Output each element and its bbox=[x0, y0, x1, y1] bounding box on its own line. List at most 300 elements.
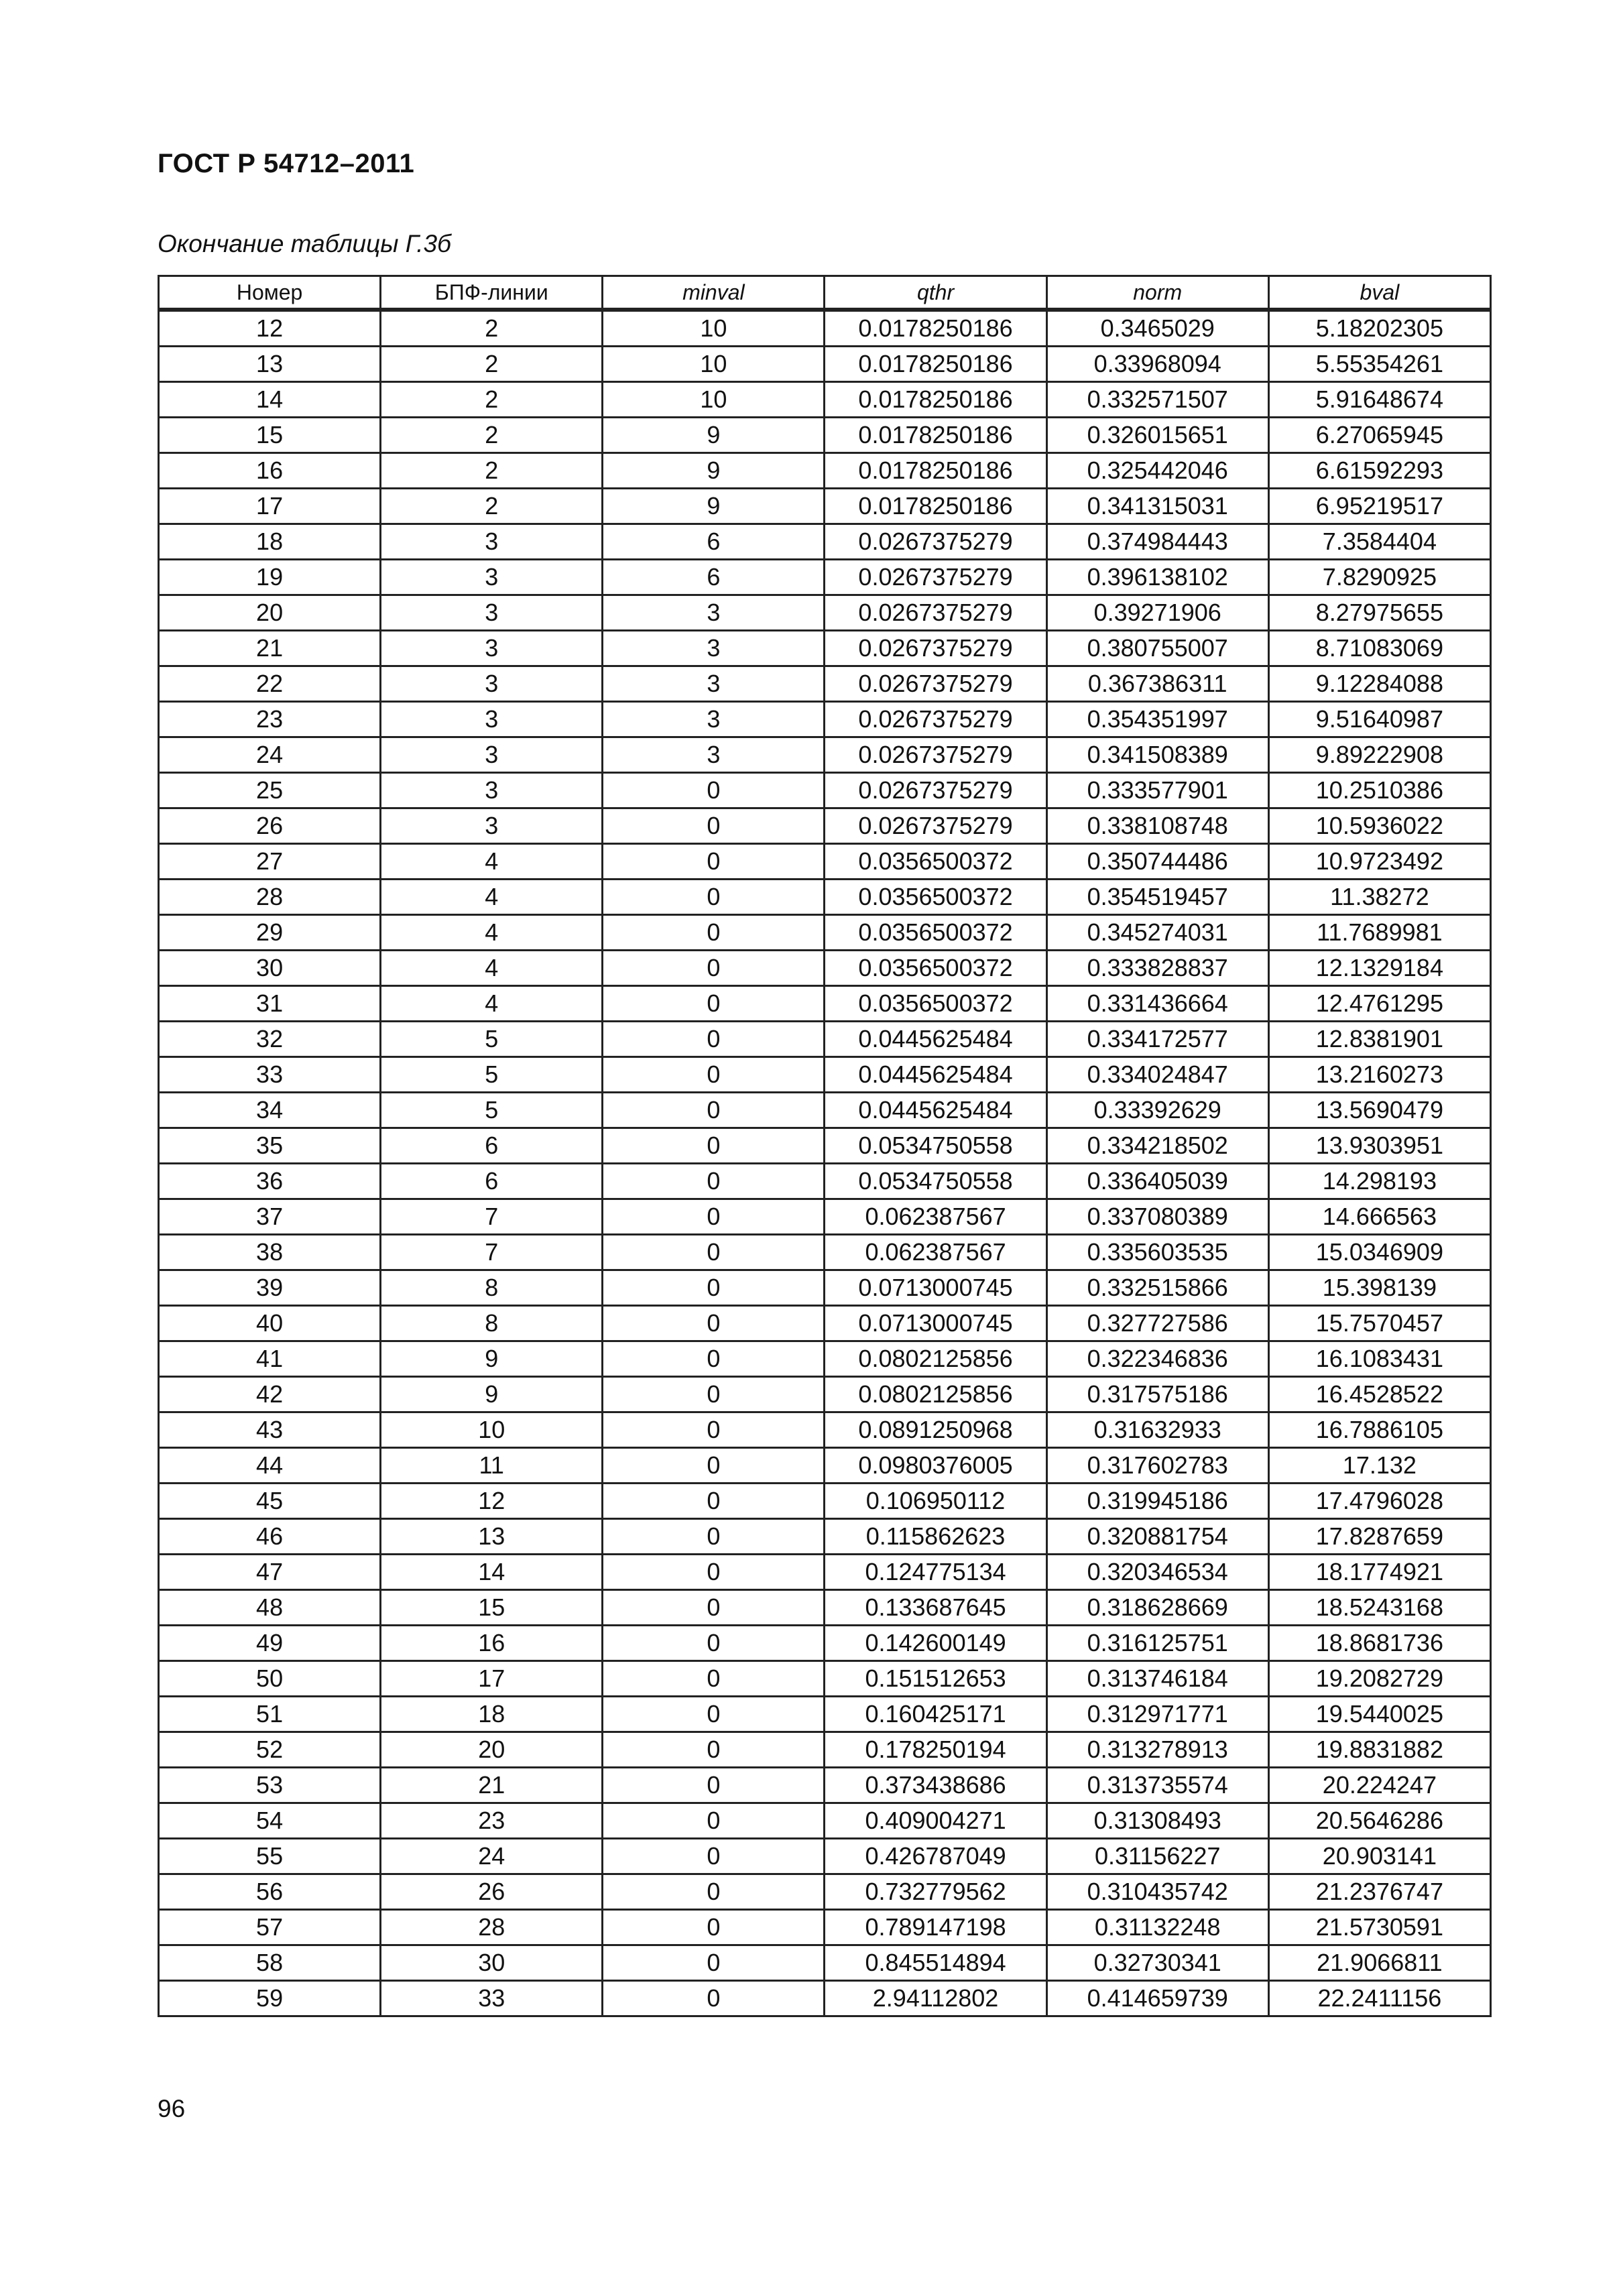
table-row bbox=[159, 915, 1491, 951]
cell-fft-lines: 33 bbox=[381, 1981, 603, 2016]
column-header-number: Номер bbox=[159, 276, 381, 310]
cell-norm: 0.33392629 bbox=[1046, 1093, 1268, 1128]
cell-number: 30 bbox=[159, 951, 381, 986]
cell-minval: 0 bbox=[603, 1306, 825, 1341]
cell-number: 55 bbox=[159, 1839, 381, 1874]
cell-minval: 0 bbox=[603, 1448, 825, 1484]
cell-qthr: 0.142600149 bbox=[825, 1626, 1046, 1661]
table-row bbox=[159, 347, 1491, 382]
cell-norm: 0.320346534 bbox=[1046, 1555, 1268, 1590]
table-row bbox=[159, 1732, 1491, 1768]
document-id: ГОСТ Р 54712–2011 bbox=[158, 149, 415, 178]
column-header-norm: norm bbox=[1046, 276, 1268, 310]
cell-number: 40 bbox=[159, 1306, 381, 1341]
cell-number: 50 bbox=[159, 1661, 381, 1697]
cell-norm: 0.317575186 bbox=[1046, 1377, 1268, 1412]
cell-bval: 19.2082729 bbox=[1268, 1661, 1490, 1697]
cell-number: 32 bbox=[159, 1022, 381, 1057]
cell-minval: 0 bbox=[603, 915, 825, 951]
table-row bbox=[159, 1981, 1491, 2016]
cell-bval: 20.224247 bbox=[1268, 1768, 1490, 1803]
cell-fft-lines: 3 bbox=[381, 666, 603, 702]
cell-norm: 0.31156227 bbox=[1046, 1839, 1268, 1874]
cell-qthr: 0.0802125856 bbox=[825, 1377, 1046, 1412]
cell-norm: 0.341315031 bbox=[1046, 489, 1268, 524]
cell-qthr: 0.0445625484 bbox=[825, 1022, 1046, 1057]
table-row bbox=[159, 1661, 1491, 1697]
cell-fft-lines: 2 bbox=[381, 489, 603, 524]
cell-minval: 0 bbox=[603, 1839, 825, 1874]
cell-bval: 13.9303951 bbox=[1268, 1128, 1490, 1164]
cell-norm: 0.317602783 bbox=[1046, 1448, 1268, 1484]
cell-qthr: 0.115862623 bbox=[825, 1519, 1046, 1555]
cell-number: 53 bbox=[159, 1768, 381, 1803]
cell-minval: 0 bbox=[603, 1057, 825, 1093]
column-header-bval: bval bbox=[1268, 276, 1490, 310]
table-row bbox=[159, 1697, 1491, 1732]
table-row bbox=[159, 1377, 1491, 1412]
cell-qthr: 0.0713000745 bbox=[825, 1270, 1046, 1306]
cell-number: 46 bbox=[159, 1519, 381, 1555]
cell-number: 22 bbox=[159, 666, 381, 702]
cell-number: 23 bbox=[159, 702, 381, 737]
cell-minval: 0 bbox=[603, 1732, 825, 1768]
cell-qthr: 0.0267375279 bbox=[825, 808, 1046, 844]
table-row bbox=[159, 844, 1491, 880]
cell-bval: 20.5646286 bbox=[1268, 1803, 1490, 1839]
table-row bbox=[159, 702, 1491, 737]
cell-minval: 0 bbox=[603, 880, 825, 915]
cell-norm: 0.345274031 bbox=[1046, 915, 1268, 951]
cell-norm: 0.354351997 bbox=[1046, 702, 1268, 737]
table-row bbox=[159, 1590, 1491, 1626]
cell-qthr: 0.0178250186 bbox=[825, 382, 1046, 418]
cell-fft-lines: 2 bbox=[381, 347, 603, 382]
cell-fft-lines: 8 bbox=[381, 1270, 603, 1306]
cell-minval: 0 bbox=[603, 951, 825, 986]
cell-fft-lines: 3 bbox=[381, 560, 603, 595]
cell-norm: 0.327727586 bbox=[1046, 1306, 1268, 1341]
cell-minval: 0 bbox=[603, 1519, 825, 1555]
column-header-minval: minval bbox=[603, 276, 825, 310]
cell-norm: 0.354519457 bbox=[1046, 880, 1268, 915]
cell-qthr: 0.0891250968 bbox=[825, 1412, 1046, 1448]
cell-minval: 9 bbox=[603, 418, 825, 453]
cell-minval: 10 bbox=[603, 382, 825, 418]
cell-minval: 0 bbox=[603, 1910, 825, 1945]
cell-fft-lines: 13 bbox=[381, 1519, 603, 1555]
table-row bbox=[159, 418, 1491, 453]
cell-bval: 19.8831882 bbox=[1268, 1732, 1490, 1768]
table-row bbox=[159, 1803, 1491, 1839]
cell-fft-lines: 4 bbox=[381, 915, 603, 951]
cell-norm: 0.31632933 bbox=[1046, 1412, 1268, 1448]
table-row bbox=[159, 631, 1491, 666]
cell-bval: 8.71083069 bbox=[1268, 631, 1490, 666]
table-row bbox=[159, 489, 1491, 524]
cell-fft-lines: 4 bbox=[381, 986, 603, 1022]
cell-bval: 9.12284088 bbox=[1268, 666, 1490, 702]
cell-qthr: 0.0356500372 bbox=[825, 986, 1046, 1022]
cell-norm: 0.39271906 bbox=[1046, 595, 1268, 631]
cell-norm: 0.336405039 bbox=[1046, 1164, 1268, 1199]
cell-norm: 0.334218502 bbox=[1046, 1128, 1268, 1164]
cell-bval: 15.398139 bbox=[1268, 1270, 1490, 1306]
cell-qthr: 0.0267375279 bbox=[825, 702, 1046, 737]
cell-bval: 10.5936022 bbox=[1268, 808, 1490, 844]
cell-bval: 16.7886105 bbox=[1268, 1412, 1490, 1448]
cell-fft-lines: 3 bbox=[381, 773, 603, 808]
cell-bval: 15.7570457 bbox=[1268, 1306, 1490, 1341]
table-header-row bbox=[159, 276, 1491, 310]
cell-number: 45 bbox=[159, 1484, 381, 1519]
cell-qthr: 0.106950112 bbox=[825, 1484, 1046, 1519]
cell-norm: 0.316125751 bbox=[1046, 1626, 1268, 1661]
cell-fft-lines: 3 bbox=[381, 595, 603, 631]
cell-minval: 10 bbox=[603, 347, 825, 382]
cell-qthr: 0.0356500372 bbox=[825, 915, 1046, 951]
cell-minval: 0 bbox=[603, 986, 825, 1022]
cell-minval: 0 bbox=[603, 1803, 825, 1839]
cell-fft-lines: 23 bbox=[381, 1803, 603, 1839]
cell-qthr: 0.062387567 bbox=[825, 1199, 1046, 1235]
column-header-qthr: qthr bbox=[825, 276, 1046, 310]
cell-qthr: 0.373438686 bbox=[825, 1768, 1046, 1803]
cell-minval: 0 bbox=[603, 1377, 825, 1412]
cell-number: 24 bbox=[159, 737, 381, 773]
table-row bbox=[159, 1022, 1491, 1057]
cell-minval: 3 bbox=[603, 631, 825, 666]
cell-number: 47 bbox=[159, 1555, 381, 1590]
cell-number: 48 bbox=[159, 1590, 381, 1626]
cell-qthr: 0.0356500372 bbox=[825, 951, 1046, 986]
cell-number: 27 bbox=[159, 844, 381, 880]
cell-norm: 0.396138102 bbox=[1046, 560, 1268, 595]
cell-qthr: 0.845514894 bbox=[825, 1945, 1046, 1981]
cell-qthr: 0.732779562 bbox=[825, 1874, 1046, 1910]
cell-norm: 0.320881754 bbox=[1046, 1519, 1268, 1555]
cell-norm: 0.326015651 bbox=[1046, 418, 1268, 453]
cell-minval: 0 bbox=[603, 1341, 825, 1377]
table-row bbox=[159, 1555, 1491, 1590]
cell-bval: 22.2411156 bbox=[1268, 1981, 1490, 2016]
table-row bbox=[159, 773, 1491, 808]
cell-number: 39 bbox=[159, 1270, 381, 1306]
table-row bbox=[159, 1235, 1491, 1270]
cell-norm: 0.334172577 bbox=[1046, 1022, 1268, 1057]
cell-minval: 0 bbox=[603, 1270, 825, 1306]
cell-number: 37 bbox=[159, 1199, 381, 1235]
cell-qthr: 0.0267375279 bbox=[825, 560, 1046, 595]
cell-fft-lines: 21 bbox=[381, 1768, 603, 1803]
cell-bval: 11.7689981 bbox=[1268, 915, 1490, 951]
cell-fft-lines: 4 bbox=[381, 844, 603, 880]
table-row bbox=[159, 1199, 1491, 1235]
cell-qthr: 0.0267375279 bbox=[825, 737, 1046, 773]
cell-bval: 17.4796028 bbox=[1268, 1484, 1490, 1519]
cell-norm: 0.374984443 bbox=[1046, 524, 1268, 560]
cell-number: 44 bbox=[159, 1448, 381, 1484]
cell-bval: 5.18202305 bbox=[1268, 310, 1490, 347]
cell-fft-lines: 17 bbox=[381, 1661, 603, 1697]
cell-qthr: 0.160425171 bbox=[825, 1697, 1046, 1732]
table-row bbox=[159, 382, 1491, 418]
cell-fft-lines: 3 bbox=[381, 737, 603, 773]
cell-norm: 0.313735574 bbox=[1046, 1768, 1268, 1803]
cell-number: 58 bbox=[159, 1945, 381, 1981]
cell-fft-lines: 2 bbox=[381, 310, 603, 347]
cell-fft-lines: 16 bbox=[381, 1626, 603, 1661]
cell-bval: 5.91648674 bbox=[1268, 382, 1490, 418]
cell-fft-lines: 5 bbox=[381, 1057, 603, 1093]
cell-minval: 0 bbox=[603, 1768, 825, 1803]
cell-norm: 0.332515866 bbox=[1046, 1270, 1268, 1306]
cell-fft-lines: 11 bbox=[381, 1448, 603, 1484]
table-row bbox=[159, 808, 1491, 844]
cell-bval: 16.4528522 bbox=[1268, 1377, 1490, 1412]
data-table bbox=[158, 275, 1492, 2017]
cell-qthr: 0.789147198 bbox=[825, 1910, 1046, 1945]
cell-minval: 0 bbox=[603, 1199, 825, 1235]
cell-norm: 0.334024847 bbox=[1046, 1057, 1268, 1093]
cell-norm: 0.337080389 bbox=[1046, 1199, 1268, 1235]
cell-norm: 0.322346836 bbox=[1046, 1341, 1268, 1377]
cell-bval: 9.89222908 bbox=[1268, 737, 1490, 773]
cell-minval: 0 bbox=[603, 1484, 825, 1519]
cell-number: 29 bbox=[159, 915, 381, 951]
cell-number: 14 bbox=[159, 382, 381, 418]
cell-norm: 0.341508389 bbox=[1046, 737, 1268, 773]
table-row bbox=[159, 453, 1491, 489]
table-row bbox=[159, 951, 1491, 986]
cell-number: 38 bbox=[159, 1235, 381, 1270]
cell-qthr: 0.0178250186 bbox=[825, 453, 1046, 489]
cell-fft-lines: 3 bbox=[381, 808, 603, 844]
cell-qthr: 0.0178250186 bbox=[825, 310, 1046, 347]
cell-fft-lines: 18 bbox=[381, 1697, 603, 1732]
cell-number: 51 bbox=[159, 1697, 381, 1732]
cell-minval: 0 bbox=[603, 1874, 825, 1910]
cell-number: 54 bbox=[159, 1803, 381, 1839]
cell-number: 59 bbox=[159, 1981, 381, 2016]
cell-number: 34 bbox=[159, 1093, 381, 1128]
table-body bbox=[159, 310, 1491, 2016]
cell-qthr: 0.0802125856 bbox=[825, 1341, 1046, 1377]
cell-bval: 17.132 bbox=[1268, 1448, 1490, 1484]
cell-fft-lines: 3 bbox=[381, 702, 603, 737]
cell-qthr: 0.0267375279 bbox=[825, 524, 1046, 560]
cell-qthr: 0.0534750558 bbox=[825, 1128, 1046, 1164]
table-row bbox=[159, 1945, 1491, 1981]
table-row bbox=[159, 1341, 1491, 1377]
cell-fft-lines: 5 bbox=[381, 1093, 603, 1128]
cell-number: 21 bbox=[159, 631, 381, 666]
cell-norm: 0.333828837 bbox=[1046, 951, 1268, 986]
cell-number: 43 bbox=[159, 1412, 381, 1448]
cell-qthr: 0.0267375279 bbox=[825, 631, 1046, 666]
table-row bbox=[159, 1306, 1491, 1341]
cell-norm: 0.332571507 bbox=[1046, 382, 1268, 418]
cell-number: 42 bbox=[159, 1377, 381, 1412]
cell-minval: 6 bbox=[603, 560, 825, 595]
cell-bval: 7.8290925 bbox=[1268, 560, 1490, 595]
cell-bval: 14.666563 bbox=[1268, 1199, 1490, 1235]
cell-minval: 0 bbox=[603, 1128, 825, 1164]
cell-bval: 16.1083431 bbox=[1268, 1341, 1490, 1377]
cell-minval: 0 bbox=[603, 808, 825, 844]
cell-number: 19 bbox=[159, 560, 381, 595]
cell-norm: 0.312971771 bbox=[1046, 1697, 1268, 1732]
cell-number: 35 bbox=[159, 1128, 381, 1164]
cell-norm: 0.318628669 bbox=[1046, 1590, 1268, 1626]
cell-bval: 13.5690479 bbox=[1268, 1093, 1490, 1128]
cell-bval: 19.5440025 bbox=[1268, 1697, 1490, 1732]
cell-norm: 0.31132248 bbox=[1046, 1910, 1268, 1945]
table-row bbox=[159, 1768, 1491, 1803]
cell-bval: 12.1329184 bbox=[1268, 951, 1490, 986]
cell-qthr: 0.0178250186 bbox=[825, 347, 1046, 382]
cell-number: 18 bbox=[159, 524, 381, 560]
table-row bbox=[159, 524, 1491, 560]
cell-bval: 7.3584404 bbox=[1268, 524, 1490, 560]
table-row bbox=[159, 1519, 1491, 1555]
cell-qthr: 0.0445625484 bbox=[825, 1093, 1046, 1128]
cell-number: 20 bbox=[159, 595, 381, 631]
cell-norm: 0.367386311 bbox=[1046, 666, 1268, 702]
cell-fft-lines: 6 bbox=[381, 1164, 603, 1199]
cell-number: 31 bbox=[159, 986, 381, 1022]
cell-number: 13 bbox=[159, 347, 381, 382]
cell-fft-lines: 7 bbox=[381, 1199, 603, 1235]
cell-fft-lines: 14 bbox=[381, 1555, 603, 1590]
cell-qthr: 0.0980376005 bbox=[825, 1448, 1046, 1484]
cell-minval: 9 bbox=[603, 489, 825, 524]
table-row bbox=[159, 310, 1491, 347]
cell-bval: 5.55354261 bbox=[1268, 347, 1490, 382]
cell-qthr: 0.0267375279 bbox=[825, 773, 1046, 808]
cell-fft-lines: 9 bbox=[381, 1377, 603, 1412]
cell-minval: 0 bbox=[603, 844, 825, 880]
table-caption: Окончание таблицы Г.3б bbox=[158, 230, 451, 257]
cell-minval: 10 bbox=[603, 310, 825, 347]
cell-fft-lines: 4 bbox=[381, 951, 603, 986]
cell-bval: 13.2160273 bbox=[1268, 1057, 1490, 1093]
cell-minval: 3 bbox=[603, 702, 825, 737]
table-row bbox=[159, 1839, 1491, 1874]
cell-number: 26 bbox=[159, 808, 381, 844]
cell-fft-lines: 15 bbox=[381, 1590, 603, 1626]
cell-number: 17 bbox=[159, 489, 381, 524]
cell-bval: 21.5730591 bbox=[1268, 1910, 1490, 1945]
cell-norm: 0.33968094 bbox=[1046, 347, 1268, 382]
table-row bbox=[159, 1874, 1491, 1910]
table-row bbox=[159, 1910, 1491, 1945]
cell-number: 36 bbox=[159, 1164, 381, 1199]
cell-norm: 0.335603535 bbox=[1046, 1235, 1268, 1270]
page-number: 96 bbox=[158, 2095, 186, 2122]
cell-qthr: 0.0267375279 bbox=[825, 595, 1046, 631]
cell-bval: 21.9066811 bbox=[1268, 1945, 1490, 1981]
cell-minval: 9 bbox=[603, 453, 825, 489]
cell-number: 52 bbox=[159, 1732, 381, 1768]
cell-norm: 0.338108748 bbox=[1046, 808, 1268, 844]
cell-bval: 12.4761295 bbox=[1268, 986, 1490, 1022]
cell-norm: 0.333577901 bbox=[1046, 773, 1268, 808]
cell-fft-lines: 2 bbox=[381, 453, 603, 489]
cell-minval: 3 bbox=[603, 737, 825, 773]
table-row bbox=[159, 1270, 1491, 1306]
cell-bval: 21.2376747 bbox=[1268, 1874, 1490, 1910]
cell-qthr: 0.178250194 bbox=[825, 1732, 1046, 1768]
cell-minval: 0 bbox=[603, 1697, 825, 1732]
cell-minval: 3 bbox=[603, 595, 825, 631]
cell-fft-lines: 3 bbox=[381, 524, 603, 560]
table-row bbox=[159, 1057, 1491, 1093]
cell-number: 56 bbox=[159, 1874, 381, 1910]
cell-number: 57 bbox=[159, 1910, 381, 1945]
cell-number: 49 bbox=[159, 1626, 381, 1661]
cell-fft-lines: 7 bbox=[381, 1235, 603, 1270]
cell-fft-lines: 2 bbox=[381, 418, 603, 453]
cell-minval: 3 bbox=[603, 666, 825, 702]
cell-norm: 0.310435742 bbox=[1046, 1874, 1268, 1910]
cell-qthr: 0.409004271 bbox=[825, 1803, 1046, 1839]
cell-bval: 18.8681736 bbox=[1268, 1626, 1490, 1661]
cell-qthr: 0.062387567 bbox=[825, 1235, 1046, 1270]
table-row bbox=[159, 1093, 1491, 1128]
cell-number: 12 bbox=[159, 310, 381, 347]
column-header-fft-lines: БПФ-линии bbox=[381, 276, 603, 310]
cell-qthr: 0.0356500372 bbox=[825, 880, 1046, 915]
cell-fft-lines: 20 bbox=[381, 1732, 603, 1768]
cell-qthr: 0.426787049 bbox=[825, 1839, 1046, 1874]
cell-minval: 0 bbox=[603, 1022, 825, 1057]
cell-minval: 0 bbox=[603, 1626, 825, 1661]
cell-norm: 0.3465029 bbox=[1046, 310, 1268, 347]
cell-bval: 20.903141 bbox=[1268, 1839, 1490, 1874]
cell-minval: 0 bbox=[603, 1235, 825, 1270]
cell-number: 15 bbox=[159, 418, 381, 453]
cell-minval: 0 bbox=[603, 1555, 825, 1590]
cell-norm: 0.313746184 bbox=[1046, 1661, 1268, 1697]
cell-bval: 15.0346909 bbox=[1268, 1235, 1490, 1270]
cell-qthr: 0.0267375279 bbox=[825, 666, 1046, 702]
cell-norm: 0.319945186 bbox=[1046, 1484, 1268, 1519]
cell-fft-lines: 2 bbox=[381, 382, 603, 418]
cell-bval: 14.298193 bbox=[1268, 1164, 1490, 1199]
cell-norm: 0.325442046 bbox=[1046, 453, 1268, 489]
cell-minval: 0 bbox=[603, 773, 825, 808]
cell-bval: 10.2510386 bbox=[1268, 773, 1490, 808]
cell-bval: 11.38272 bbox=[1268, 880, 1490, 915]
table-row bbox=[159, 1626, 1491, 1661]
table-row bbox=[159, 1412, 1491, 1448]
cell-norm: 0.32730341 bbox=[1046, 1945, 1268, 1981]
cell-number: 28 bbox=[159, 880, 381, 915]
cell-qthr: 0.0445625484 bbox=[825, 1057, 1046, 1093]
cell-fft-lines: 12 bbox=[381, 1484, 603, 1519]
cell-minval: 0 bbox=[603, 1590, 825, 1626]
cell-qthr: 0.0178250186 bbox=[825, 489, 1046, 524]
cell-norm: 0.414659739 bbox=[1046, 1981, 1268, 2016]
cell-fft-lines: 9 bbox=[381, 1341, 603, 1377]
cell-norm: 0.331436664 bbox=[1046, 986, 1268, 1022]
cell-bval: 6.95219517 bbox=[1268, 489, 1490, 524]
cell-fft-lines: 4 bbox=[381, 880, 603, 915]
cell-norm: 0.350744486 bbox=[1046, 844, 1268, 880]
cell-qthr: 2.94112802 bbox=[825, 1981, 1046, 2016]
cell-qthr: 0.0356500372 bbox=[825, 844, 1046, 880]
